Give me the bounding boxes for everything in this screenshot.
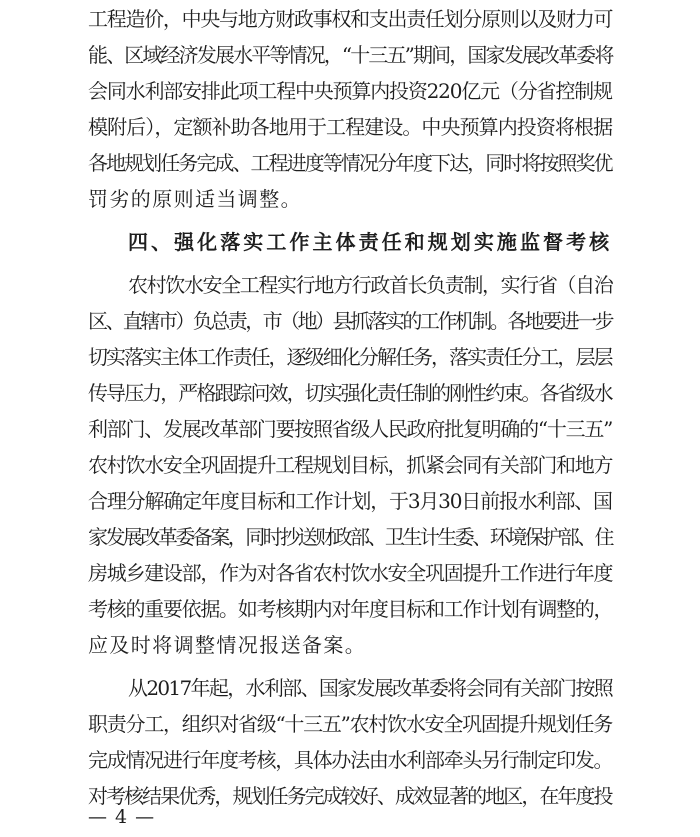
text-line: 各地规划任务完成、工程进度等情况分年度下达，同时将按照奖优: [88, 151, 612, 175]
text-line: 农村饮水安全工程实行地方行政首长负责制，实行省（自治: [128, 273, 613, 297]
section-heading: 四、强化落实工作主体责任和规划实施监督考核: [128, 230, 613, 254]
text-line: 考核的重要依据。如考核期内对年度目标和工作计划有调整的，: [88, 597, 613, 621]
text-line: 会同水利部安排此项工程中央预算内投资220亿元（分省控制规: [88, 79, 612, 103]
text-line: 对考核结果优秀，规划任务完成较好、成效显著的地区，在年度投: [88, 784, 612, 808]
text-line: 应及时将调整情况报送备案。: [88, 633, 367, 657]
text-line: 职责分工，组织对省级“十三五”农村饮水安全巩固提升规划任务: [88, 712, 613, 736]
text-line: 切实落实主体工作责任，逐级细化分解任务，落实责任分工，层层: [88, 345, 612, 369]
text-line: 农村饮水安全巩固提升工程规划目标，抓紧会同有关部门和地方: [88, 453, 613, 477]
text-line: 工程造价，中央与地方财政事权和支出责任划分原则以及财力可: [88, 7, 613, 31]
text-line: 完成情况进行年度考核，具体办法由水利部牵头另行制定印发。: [88, 748, 613, 772]
text-line: 从2017年起，水利部、国家发展改革委将会同有关部门按照: [128, 676, 613, 700]
text-line: 家发展改革委备案，同时抄送财政部、卫生计生委、环境保护部、住: [88, 525, 612, 549]
page-number: — 4 —: [88, 806, 156, 828]
text-line: 区、直辖市）负总责，市（地）县抓落实的工作机制。各地要进一步: [88, 309, 612, 333]
text-line: 能、区域经济发展水平等情况，“十三五”期间，国家发展改革委将: [88, 43, 613, 67]
text-line: 模附后），定额补助各地用于工程建设。中央预算内投资将根据: [88, 115, 613, 139]
text-line: 传导压力，严格跟踪问效，切实强化责任制的刚性约束。各省级水: [88, 381, 612, 405]
text-line: 利部门、发展改革部门要按照省级人民政府批复明确的“十三五”: [88, 417, 613, 441]
text-line: 合理分解确定年度目标和工作计划，于3月30日前报水利部、国: [88, 489, 612, 513]
text-line: 罚劣的原则适当调整。: [88, 187, 302, 211]
text-line: 房城乡建设部，作为对各省农村饮水安全巩固提升工作进行年度: [88, 561, 613, 585]
